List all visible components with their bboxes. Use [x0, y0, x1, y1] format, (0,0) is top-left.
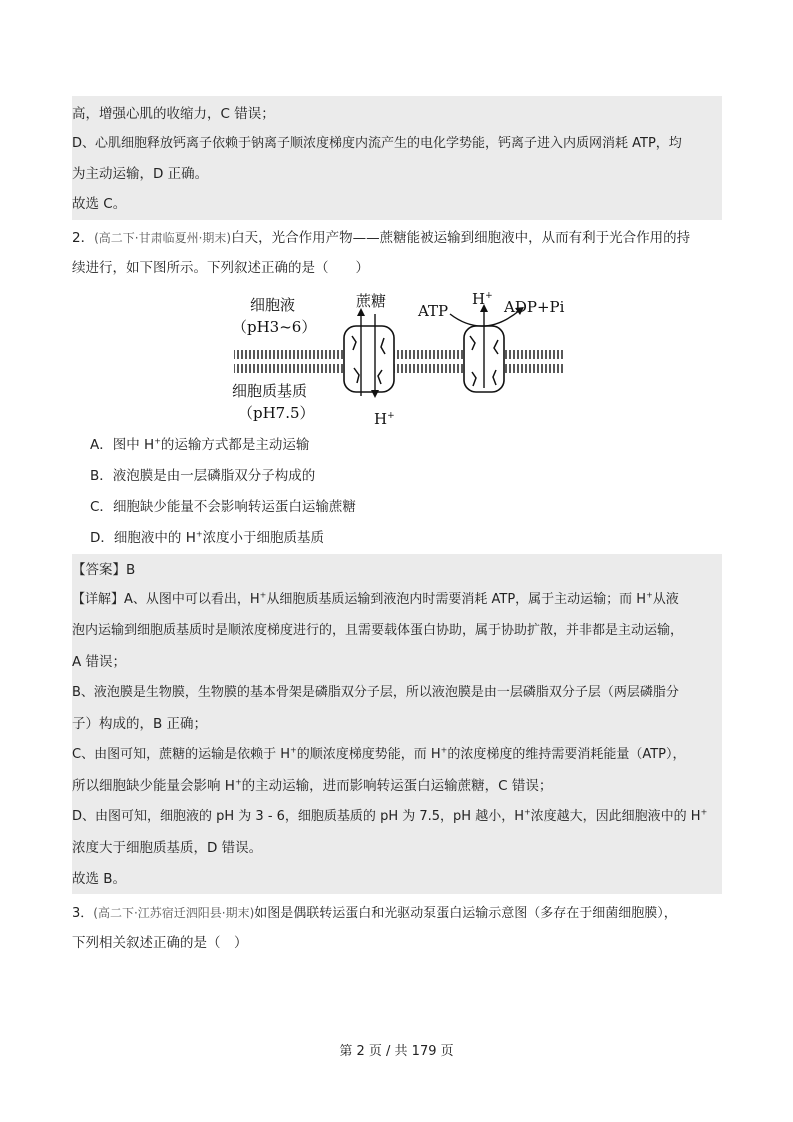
question-source: (高二下·江苏宿迁泗阳县·期末) [93, 906, 255, 920]
option-text: 浓度小于细胞质基质 [202, 530, 325, 546]
superscript-plus: + [259, 590, 267, 600]
detail-line-7 [72, 776, 722, 796]
option-d[interactable] [90, 528, 324, 548]
superscript-plus: + [523, 807, 531, 817]
cytoplasm-label: 细胞质基质 [232, 382, 308, 400]
conclusion-line: 故选 C。 [72, 196, 127, 212]
detail-line-1 [72, 590, 722, 610]
superscript-plus: + [440, 745, 448, 755]
phospholipid-bilayer [234, 350, 564, 373]
detail-line-3: A 错误； [72, 654, 127, 670]
option-a[interactable] [90, 435, 309, 455]
question-number: 2． [72, 230, 95, 246]
explanation-line-3: 为主动运输，D 正确。 [72, 166, 209, 182]
question-2-stem-line-2: 续进行，如下图所示。下列叙述正确的是（ ） [72, 260, 369, 276]
answer-line: 【答案】B [72, 562, 136, 578]
detail-text: 从细胞质基质运输到液泡内时需要消耗 ATP，属于主动运输；而 H [266, 592, 647, 607]
page-footer: 第 2 页 / 共 179 页 [339, 1044, 454, 1059]
option-label: A． [90, 437, 113, 453]
sucrose-label: 蔗糖 [356, 292, 387, 310]
superscript-plus: + [290, 745, 297, 755]
adp-pi-label: ADP+Pi [504, 298, 565, 316]
option-c[interactable] [90, 497, 356, 517]
superscript-plus: + [154, 436, 161, 446]
detail-line-2: 泡内运输到细胞质基质时是顺浓度梯度进行的，且需要载体蛋白协助，属于协助扩散，并非都是主动运输， [72, 623, 684, 638]
option-label: C． [90, 499, 113, 515]
superscript-plus: + [646, 590, 653, 600]
option-b[interactable] [90, 466, 315, 486]
explanation-line-1: 高，增强心肌的收缩力，C 错误； [72, 106, 275, 122]
proton-pump-protein [450, 304, 524, 392]
question-number: 3． [72, 906, 94, 921]
cell-sap-label: 细胞液 [250, 296, 296, 314]
sucrose-carrier-protein [344, 308, 394, 398]
question-2-stem-line-1 [72, 228, 722, 248]
detail-line-5: 子）构成的，B 正确； [72, 716, 208, 732]
cell-sap-ph-label: （pH3~6） [232, 318, 317, 336]
detail-line-6 [72, 745, 722, 765]
detail-line-4: B、液泡膜是生物膜，生物膜的基本骨架是磷脂双分子层，所以液泡膜是由一层磷脂双分子层（两层磷脂分 [72, 685, 679, 700]
question-3-stem-line-1 [72, 903, 722, 924]
proton-label-bottom: H+ [374, 410, 395, 428]
option-text: 液泡膜是由一层磷脂双分子构成的 [112, 468, 316, 484]
detail-text: 的浓度梯度的维持需要消耗能量（ATP）， [447, 747, 686, 762]
explanation-line-2: D、心肌细胞释放钙离子依赖于钠离子顺浓度梯度内流产生的电化学势能，钙离子进入内质网消耗 ATP，均 [72, 136, 682, 151]
option-text: 细胞液中的 H [113, 530, 196, 546]
superscript-plus: + [195, 529, 203, 539]
option-label: B． [90, 468, 113, 484]
superscript-plus: + [234, 777, 242, 787]
detail-text: 浓度越大，因此细胞液中的 H [530, 809, 701, 824]
option-label: D． [90, 530, 114, 546]
detail-text: 从液 [652, 592, 679, 607]
detail-text: 的顺浓度梯度势能，而 H [296, 747, 441, 762]
atp-label: ATP [418, 302, 449, 320]
cytoplasm-ph-label: （pH7.5） [238, 404, 315, 422]
question-text: 如图是偶联转运蛋白和光驱动泵蛋白运输示意图（多存在于细菌细胞膜）， [254, 906, 677, 921]
detail-text: 的主动运输，进而影响转运蛋白运输蔗糖，C 错误； [241, 778, 553, 794]
option-text: 细胞缺少能量不会影响转运蛋白运输蔗糖 [112, 499, 356, 515]
question-3-stem-line-2: 下列相关叙述正确的是（ ） [72, 935, 248, 951]
detail-conclusion: 故选 B。 [72, 871, 127, 887]
proton-label-top: H+ [472, 290, 493, 308]
vacuole-membrane-diagram [228, 288, 572, 428]
detail-text: 【详解】A、从图中可以看出，H [72, 592, 260, 607]
superscript-plus: + [700, 807, 708, 817]
question-source: (高二下·甘肃临夏州·期末) [94, 231, 232, 245]
detail-text: D、由图可知，细胞液的 pH 为 3 - 6，细胞质基质的 pH 为 7.5，pH 越小，H [72, 809, 524, 824]
detail-line-8 [72, 807, 722, 827]
question-text: 白天，光合作用产物——蔗糖能被运输到细胞液中，从而有利于光合作用的持 [231, 230, 691, 246]
detail-text: C、由图可知，蔗糖的运输是依赖于 H [72, 747, 290, 762]
option-text: 图中 H [112, 437, 155, 453]
option-text: 的运输方式都是主动运输 [160, 437, 310, 453]
detail-line-9: 浓度大于细胞质基质，D 错误。 [72, 840, 263, 856]
detail-text: 所以细胞缺少能量会影响 H [72, 778, 235, 794]
